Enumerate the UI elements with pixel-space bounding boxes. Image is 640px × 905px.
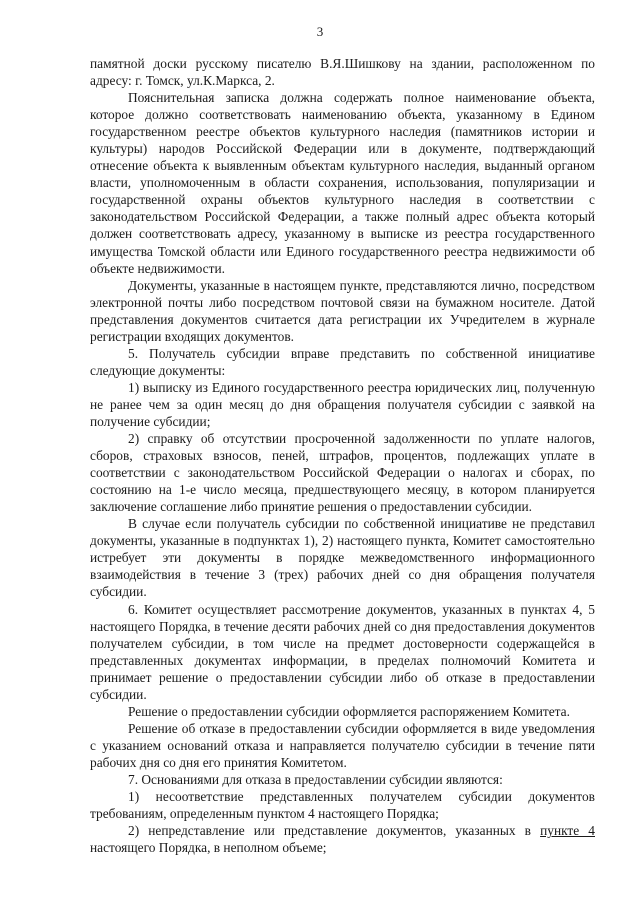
document-body	[90, 55, 595, 856]
paragraph-item-7-2-start: 2) непредставление или представление документов, указанных в	[128, 823, 541, 839]
clause-4-link[interactable]: пункте 4	[540, 823, 595, 839]
paragraph-item-7-2-end: настоящего Порядка, в неполном объеме;	[90, 840, 327, 856]
paragraph-item-5-2: 2) справку об отсутствии просроченной задолженности по уплате налогов, сборов, страховых взносов, пеней, штрафов, процентов, подлежащих уплате в соответствии с законодательством Российской Федерации о налогах и сборах, по состоянию на 1-е число месяца, предшествующего месяцу, в котором планируется заключение соглашение либо принятие решения о предоставлении субсидии.	[90, 431, 595, 515]
paragraph-item-5-1: 1) выписку из Единого государственного реестра юридических лиц, полученную не ранее чем за один месяц до дня обращения получателя субсидии с заявкой на получение субсидии;	[90, 379, 595, 429]
page-number: 3	[316, 24, 324, 39]
paragraph-interagency-request: В случае если получатель субсидии по собственной инициативе не представил документы, указанные в подпунктах 1), 2) настоящего пункта, Комитет самостоятельно истребует эти документы в порядке межведомственного информационного взаимодействия в течение 3 (трех) рабочих дней со дня обращения получателя субсидии.	[90, 516, 595, 600]
paragraph-decision-grant: Решение о предоставлении субсидии оформляется распоряжением Комитета.	[128, 703, 570, 719]
paragraph-item-6: 6. Комитет осуществляет рассмотрение документов, указанных в пунктах 4, 5 настоящего Порядка, в течение десяти рабочих дней со дня предоставления документов получателем субсидии, в том числе на предмет достоверности содержащейся в представленных документах информации, в пределах полномочий Комитета и принимает решение о предоставлении субсидии либо об отказе в предоставлении субсидии.	[90, 601, 595, 702]
paragraph-item-5: 5. Получатель субсидии вправе представить по собственной инициативе следующие документы:	[90, 345, 595, 378]
paragraph-document-submission: Документы, указанные в настоящем пункте, представляются лично, посредством электронной почты либо посредством почтовой связи на бумажном носителе. Датой представления документов считается дата регистрации их Учредителем в журнале регистрации входящих документов.	[90, 277, 595, 344]
paragraph-item-7-2	[90, 822, 595, 856]
paragraph-decision-refusal: Решение об отказе в предоставлении субсидии оформляется в виде уведомления с указанием оснований отказа и направляется получателю субсидии в течение пяти рабочих дня со дня его принятия Комитетом.	[90, 720, 595, 770]
paragraph-explanatory-note: Пояснительная записка должна содержать полное наименование объекта, которое должно соответствовать наименованию объекта, указанному в Едином государственном реестре объектов культурного наследия (памятников истории и культуры) народов Российской Федерации или в документе, подтверждающий отнесение объекта к выявленным объектам культурного наследия, выданный органом власти, уполномоченным в области сохранения, использования, популяризации и государственной охраны объектов культурного наследия в соответствии с законодательством Российской Федерации, а также полный адрес объекта который должен соответствовать адресу, указанному в выписке из реестра государственного имущества Томской области или Единого государственного реестра недвижимости об объекте недвижимости.	[90, 90, 595, 276]
paragraph-continuation: памятной доски русскому писателю В.Я.Шишкову на здании, расположенном по адресу: г. Томск, ул.К.Маркса, 2.	[90, 56, 595, 89]
paragraph-item-7-1: 1) несоответствие представленных получателем субсидии документов требованиям, определенным пунктом 4 настоящего Порядка;	[90, 789, 595, 822]
paragraph-item-7: 7. Основаниями для отказа в предоставлении субсидии являются:	[128, 771, 503, 787]
